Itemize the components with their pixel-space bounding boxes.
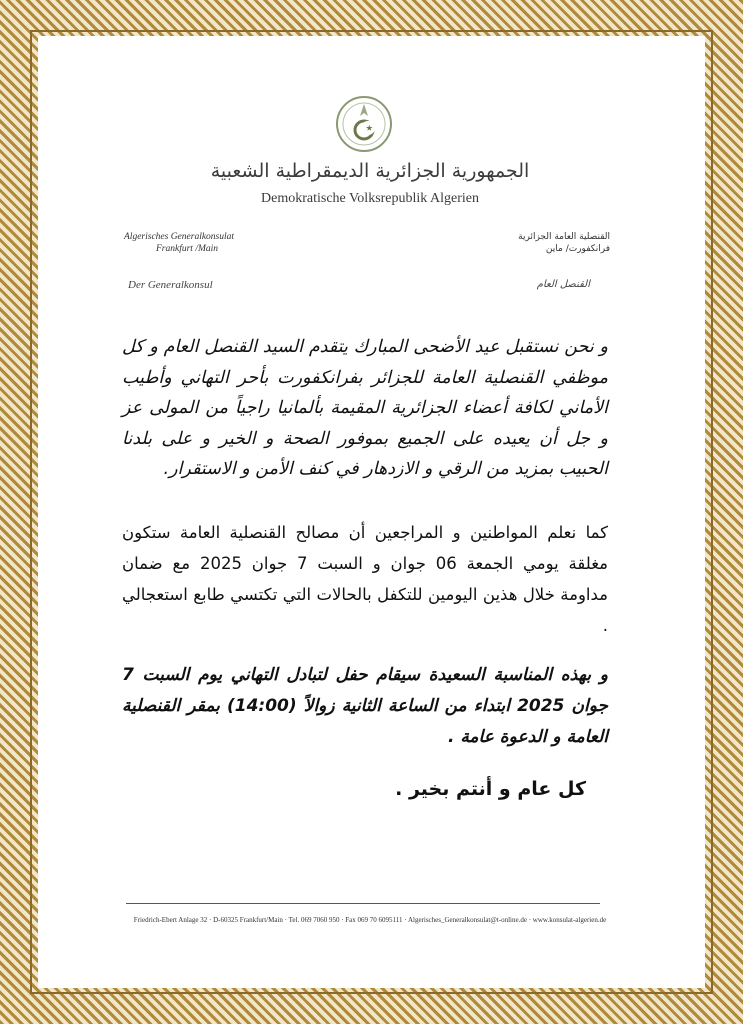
- closing-wish: كل عام و أنتم بخير .: [395, 778, 586, 800]
- consulate-city-ar: فرانكفورت/ ماين: [545, 244, 610, 254]
- consulate-city-de: Frankfurt /Main: [156, 244, 219, 254]
- signatory-label-de: Der Generalkonsul: [128, 279, 213, 291]
- country-title-arabic: الجمهورية الجزائرية الديمقراطية الشعبية: [210, 160, 530, 182]
- signatory-label-ar: القنصل العام: [536, 279, 590, 290]
- algeria-state-emblem-icon: [334, 94, 394, 154]
- consulate-header-left: [124, 231, 304, 255]
- consulate-name-ar: القنصلية العامة الجزائرية: [518, 232, 610, 242]
- footer-contact: Friedrich-Ebert Anlage 32 · D-60325 Frankfurt/Main · Tel. 069 7060 950 · Fax 069 70 6095111 · Algerisches_Generalkonsulat@t-online.de · www.konsulat-algerien.de: [133, 916, 607, 924]
- country-title-german: Demokratische Volksrepublik Algerien: [261, 191, 479, 206]
- consulate-header-right: [470, 231, 610, 255]
- greeting-paragraph: و نحن نستقبل عيد الأضحى المبارك يتقدم السيد القنصل العام و كل موظفي القنصلية العامة للجزائر بفرانكفورت بأحر التهاني وأطيب الأماني لكافة أعضاء الجزائرية المقيمة بألمانيا راجياً من المولى عز و جل أن يعيده على الجميع بموفور الصحة و الخير و على بلدنا الحبيب بمزيد من الرقي و الازدهار في كنف الأمن و الاستقرار.: [122, 337, 608, 479]
- closure-notice-paragraph: كما نعلم المواطنين و المراجعين أن مصالح القنصلية العامة ستكون مغلقة يومي الجمعة 06 جوان و السبت 7 جوان 2025 مع ضمان مداومة خلال هذين اليومين للتكفل بالحالات التي تكتسي طابع استعجالي .: [122, 523, 608, 635]
- reception-invitation-paragraph: و بهذه المناسبة السعيدة سيقام حفل لتبادل التهاني يوم السبت 7 جوان 2025 ابتداء من الساعة الثانية زوالاً (14:00) بمقر القنصلية العامة و الدعوة عامة .: [122, 665, 608, 747]
- consulate-name-de: Algerisches Generalkonsulat: [124, 232, 235, 242]
- footer-divider: [126, 903, 600, 904]
